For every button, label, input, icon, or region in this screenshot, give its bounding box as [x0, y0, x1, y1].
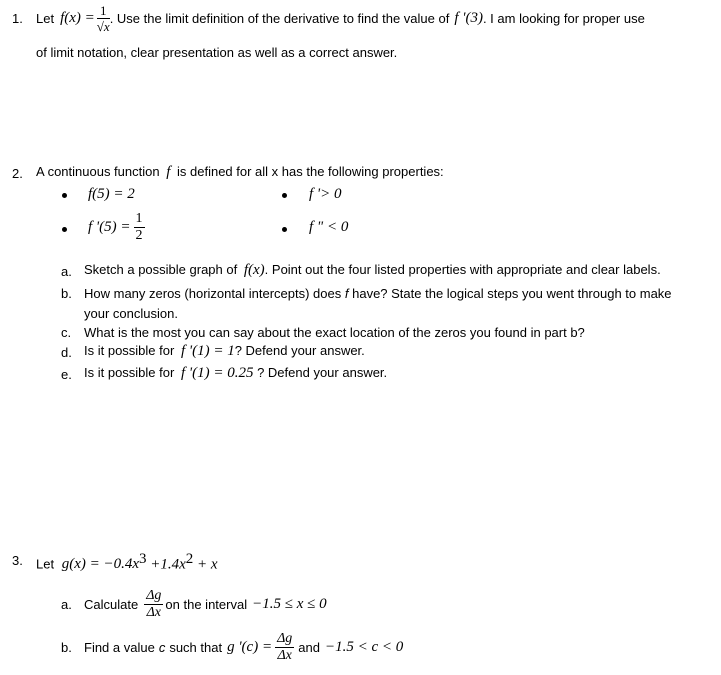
q2-part-a [84, 262, 661, 279]
q2-part-b [84, 286, 672, 301]
q3-part-a-pre: Calculate [84, 596, 139, 612]
q2-property-f5: f(5) = 2 [88, 186, 135, 202]
q1-function: f(x) = [60, 9, 95, 26]
q2-intro-post: is defined for all x has the following properties: [177, 164, 444, 179]
q1-fraction [97, 4, 110, 33]
q3-dg: Δg [146, 587, 162, 603]
q3-line1 [36, 551, 218, 573]
q2-part-a-post: . Point out the four listed properties with appropriate and clear labels. [264, 262, 661, 277]
q2-fprime5-fraction [134, 212, 145, 243]
q3-part-b-fraction [275, 632, 294, 663]
q3-part-a-interval: −1.5 ≤ x ≤ 0 [252, 595, 327, 612]
q3-number: 3. [12, 553, 23, 568]
bullet-icon [282, 227, 287, 232]
q1-tail: . I am looking for proper use [482, 10, 645, 26]
q3-part-b-c: c [158, 639, 166, 655]
q3-lead: Let [36, 556, 55, 572]
q2-part-e-post: ? Defend your answer. [257, 365, 388, 380]
q3-part-b-range: −1.5 < c < 0 [325, 638, 404, 655]
q3-exp3: 3 [139, 551, 147, 567]
q2-part-e-math: f '(1) = 0.25 [180, 365, 254, 381]
q3-dx: Δx [146, 604, 162, 620]
sqrt-icon: √ [96, 18, 104, 34]
q2-property-fprime-positive: f '> 0 [309, 186, 342, 202]
q2-part-d-post: ? Defend your answer. [234, 343, 365, 358]
q3-part-a [84, 585, 327, 623]
q3-part-b-pre: Find a value [84, 639, 155, 655]
q2-part-a-label: a. [61, 264, 72, 279]
q3-exp2: 2 [185, 551, 194, 567]
q2-intro [36, 164, 444, 181]
q3-g-mid: +1.4x [146, 556, 186, 573]
q1-sqrt-var: x [103, 18, 110, 34]
q3-part-a-post: on the interval [165, 596, 248, 612]
bullet-icon [62, 227, 67, 232]
q2-part-c-label: c. [61, 325, 72, 340]
q3-part-a-fraction [144, 589, 163, 620]
q3-b-dg: Δg [277, 630, 293, 646]
q1-number: 1. [12, 11, 23, 26]
q2-fprime5-lhs: f '(5) = [88, 218, 131, 235]
q1-instruction: . Use the limit definition of the derivative to find the value of [109, 10, 450, 26]
q2-part-b-post: have? State the logical steps you went through to make [352, 286, 672, 301]
q2-part-d-math: f '(1) = 1 [180, 343, 235, 359]
q2-frac-num: 1 [135, 210, 143, 226]
q3-part-b [84, 628, 403, 666]
q1-lead: Let [36, 10, 55, 26]
q2-number: 2. [12, 166, 23, 181]
q3-part-b-mid: such that [169, 639, 223, 655]
q2-part-b-pre: How many zeros (horizontal intercepts) does [84, 286, 342, 301]
q2-part-e-pre: Is it possible for [84, 365, 175, 380]
q1-frac-num: 1 [97, 4, 110, 19]
q2-part-e-label: e. [61, 367, 72, 382]
q3-b-dx: Δx [277, 647, 292, 663]
q3-g-post: + x [193, 556, 218, 573]
q1-line2: of limit notation, clear presentation as well as a correct answer. [36, 45, 398, 60]
q2-part-e [84, 365, 387, 382]
q2-intro-pre: A continuous function [36, 164, 160, 179]
q2-part-b-label: b. [61, 286, 72, 301]
q2-frac-den: 2 [135, 227, 143, 243]
q2-property-fprime5 [88, 209, 145, 245]
q1-frac-den [97, 19, 110, 33]
bullet-icon [62, 193, 67, 198]
q2-intro-f: f [166, 164, 171, 180]
q1-fprime3: f '(3) [454, 9, 483, 26]
q2-part-d-pre: Is it possible for [84, 343, 175, 358]
q1-line1 [36, 0, 645, 36]
q3-part-b-label: b. [61, 640, 72, 655]
q2-part-d-label: d. [61, 345, 72, 360]
q3-part-b-and: and [298, 639, 320, 655]
q2-part-a-fx: f(x) [243, 262, 265, 278]
q2-part-b-line2: your conclusion. [84, 306, 178, 321]
q2-part-b-f: f [344, 286, 349, 301]
q2-property-fdoubleprime-negative: f " < 0 [309, 219, 349, 235]
q3-part-b-gc: g '(c) = [227, 638, 273, 655]
bullet-icon [282, 193, 287, 198]
q2-part-a-pre: Sketch a possible graph of [84, 262, 238, 277]
q3-part-a-label: a. [61, 597, 72, 612]
q2-part-c: What is the most you can say about the exact location of the zeros you found in part b? [84, 325, 585, 340]
q3-g-pre: g(x) = −0.4x [61, 556, 140, 573]
q2-part-d [84, 343, 365, 360]
